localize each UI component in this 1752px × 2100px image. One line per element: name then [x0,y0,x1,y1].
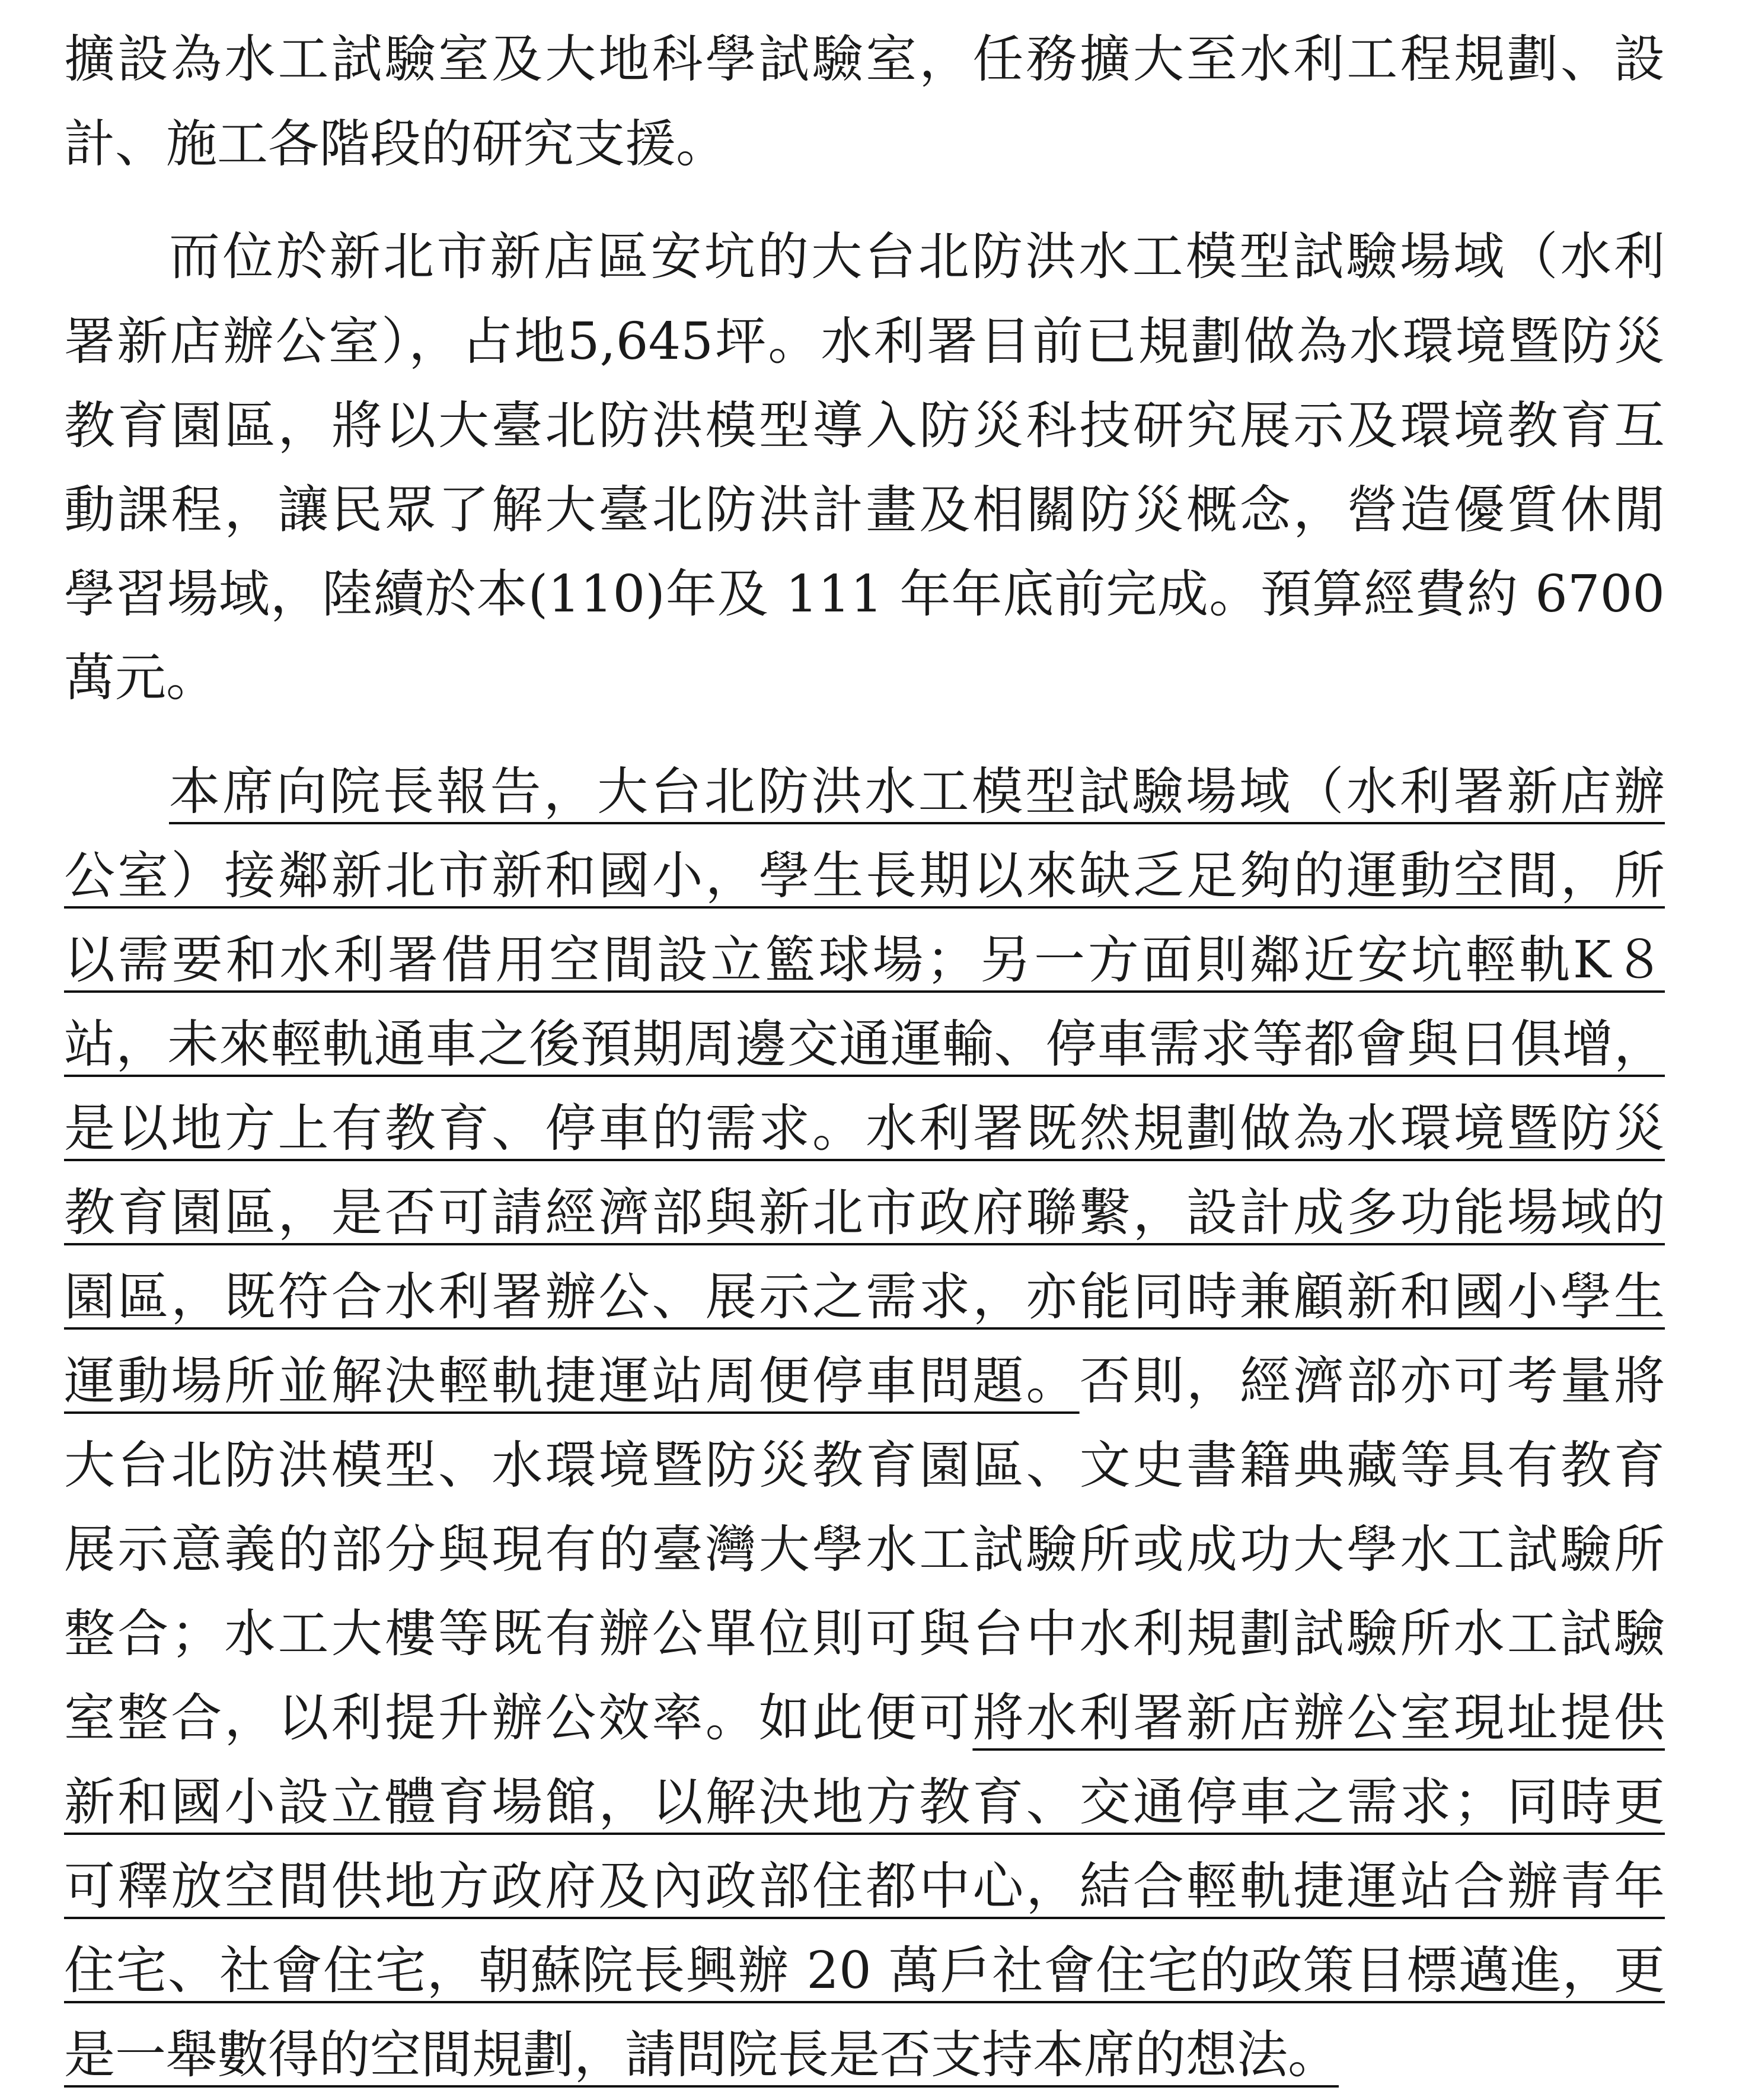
paragraph-3-line-8 [64,1337,1665,1426]
paragraph-3-line-7: 園區，既符合水利署辦公、展示之需求，亦能同時兼顧新和國小學生 [64,1267,1665,1327]
paragraph-3-line-9: 大台北防洪模型、水環境暨防災教育園區、文史書籍典藏等具有教育 [64,1436,1665,1495]
paragraph-3-line-11: 整合；水工大樓等既有辦公單位則可與台中水利規劃試驗所水工試驗 [64,1604,1665,1664]
paragraph-2-line-6: 萬元。 [64,648,217,708]
paragraph-3-line-10: 展示意義的部分與現有的臺灣大學水工試驗所或成功大學水工試驗所 [64,1520,1665,1579]
paragraph-2-line-3: 教育園區，將以大臺北防洪模型導入防災科技研究展示及環境教育互 [64,396,1665,455]
paragraph-3-line-4: 站，未來輕軌通車之後預期周邊交通運輸、停車需求等都會與日俱增， [64,1015,1665,1074]
underlined-proposal-text: 將水利署新店辦公室現址提供 [972,1688,1665,1748]
paragraph-3-line-16: 是一舉數得的空間規劃，請問院長是否支持本席的想法。 [64,2025,1339,2085]
paragraph-3-line-14: 可釋放空間供地方政府及內政部住都中心，結合輕軌捷運站合辦青年 [64,1857,1665,1916]
paragraph-3-line-6: 教育園區，是否可請經濟部與新北市政府聯繫，設計成多功能場域的 [64,1183,1665,1242]
plain-continuation-text: 否則，經濟部亦可考量將 [1079,1352,1665,1411]
paragraph-3-line-3: 以需要和水利署借用空間設立籃球場；另一方面則鄰近安坑輕軌K８ [64,930,1665,990]
plain-lead-text: 室整合，以利提升辦公效率。如此便可 [64,1688,973,1748]
paragraph-3-line-1: 本席向院長報告，大台北防洪水工模型試驗場域（水利署新店辦 [169,762,1665,821]
paragraph-2-line-1: 而位於新北市新店區安坑的大台北防洪水工模型試驗場域（水利 [169,227,1665,286]
paragraph-1-line-2: 計、施工各階段的研究支援。 [64,114,727,174]
paragraph-2-line-4: 動課程，讓民眾了解大臺北防洪計畫及相關防災概念，營造優質休閒 [64,480,1665,540]
paragraph-3-line-5: 是以地方上有教育、停車的需求。水利署既然規劃做為水環境暨防災 [64,1099,1665,1158]
paragraph-3-line-12 [64,1674,1665,1763]
paragraph-3-line-13: 新和國小設立體育場館，以解決地方教育、交通停車之需求；同時更 [64,1773,1665,1832]
paragraph-3-line-15: 住宅、社會住宅，朝蘇院長興辦 20 萬戶社會住宅的政策目標邁進，更 [64,1941,1665,2000]
paragraph-3-line-2: 公室）接鄰新北市新和國小，學生長期以來缺乏足夠的運動空間，所 [64,846,1665,906]
paragraph-2-line-2: 署新店辦公室），占地5,645坪。水利署目前已規劃做為水環境暨防災 [64,312,1665,371]
paragraph-2-line-5: 學習場域，陸續於本(110)年及 111 年年底前完成。預算經費約 6700 [64,565,1665,624]
paragraph-1-line-1: 擴設為水工試驗室及大地科學試驗室，任務擴大至水利工程規劃、設 [64,30,1665,89]
underlined-request-text: 運動場所並解決輕軌捷運站周便停車問題。 [64,1352,1080,1411]
